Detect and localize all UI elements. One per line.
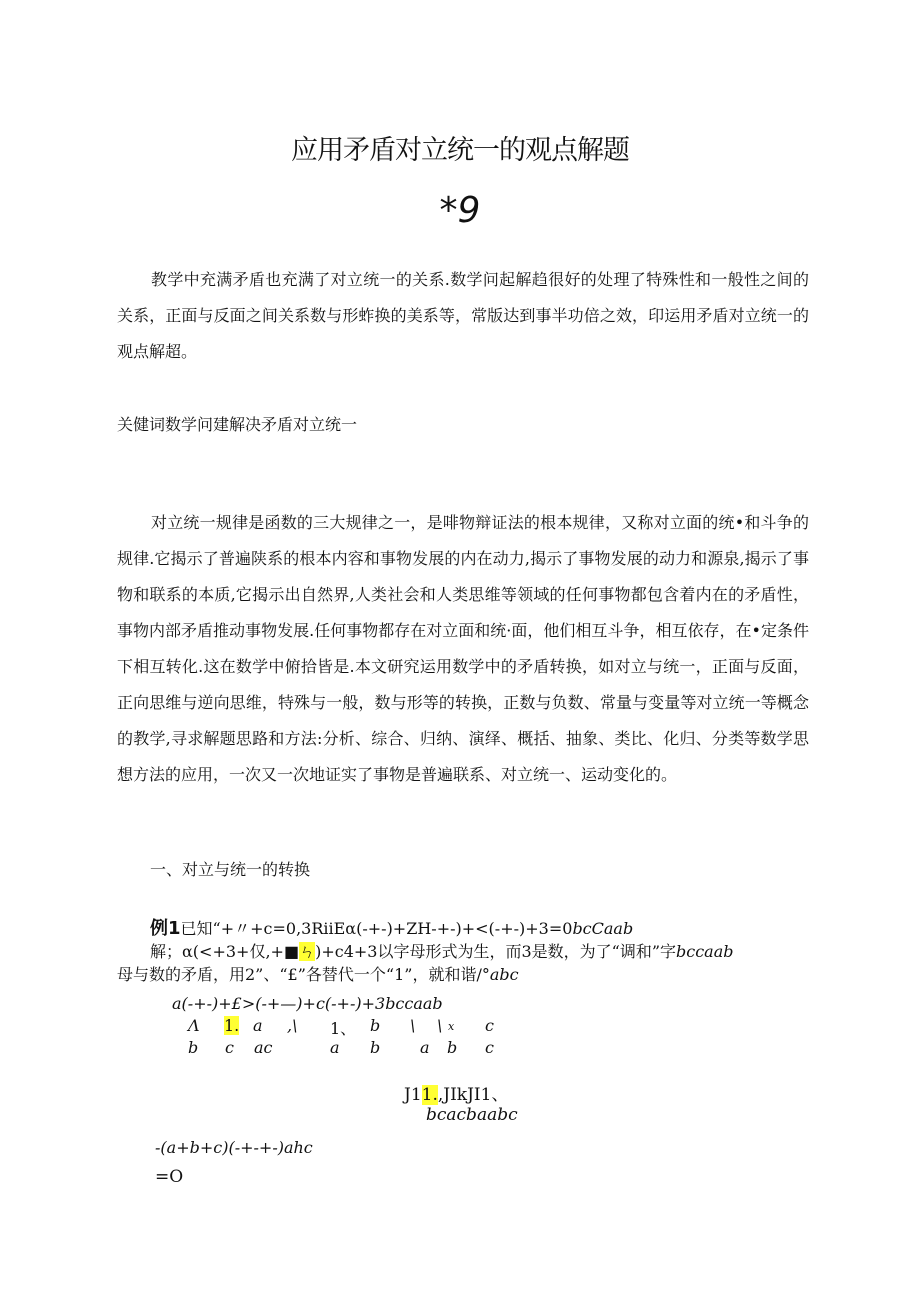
math-row-2i: x (448, 1020, 455, 1033)
section-heading: 一、对立与统一的转换 (150, 860, 311, 879)
math-row-3f: a (420, 1038, 430, 1057)
math-row-2g: \ (410, 1016, 416, 1035)
math-row-3g: b (447, 1038, 458, 1057)
document-subtitle: *9 (439, 190, 481, 231)
math-row-7: =O (155, 1167, 184, 1187)
math-row-1 (172, 994, 443, 1013)
math-row-5: bcacbaabc (426, 1105, 518, 1125)
keywords-line: 关健词数学问建解决矛盾对立统一 (117, 415, 358, 434)
math-row-3c: ac (254, 1038, 273, 1057)
example-line-1 (150, 914, 633, 940)
example-line-1-tail: bcCaab (572, 919, 634, 938)
math-row-6: -(a+b+c)(-+-+-)ahc (155, 1138, 313, 1157)
math-row-2c: a (253, 1016, 263, 1035)
math-row-2b: 1. (224, 1016, 240, 1035)
example-line-2 (150, 939, 734, 962)
document-title: 应用矛盾对立统一的观点解题 (291, 135, 629, 166)
example-line-2-highlight: ㄣ (299, 942, 316, 961)
body-paragraph: 对立统一规律是函数的三大规律之一，是啡物辩证法的根本规律，又称对立面的统•和斗争的规律.它揭示了普遍陕系的根本内容和事物发展的内在动力,揭示了事物发展的动力和源泉,揭示了事物和联系的本质,它揭示出自然界,人类社会和人类思维等领域的任何事物都包含着内在的矛盾性，事物内部矛盾推动事物发展.任何事物都存在对立面和统·面，他们相互斗争，相互依存，在•定条件下相互转化.这在数学中俯拾皆是.本文研究运用数学中的矛盾转换，如对立与统一，正面与反面，正向思维与逆向思维，特殊与一般，数与形等的转换，正数与负数、常量与变量等对立统一等概念的教学,寻求解题思路和方法:分析、综合、归纳、演绎、概括、抽象、类比、化归、分类等数学思想方法的应用，一次又一次地证实了事物是普遍联系、对立统一、运动变化的。 (117, 513, 809, 784)
math-row-4-pre: J1 (404, 1085, 422, 1105)
math-row-2h: \ (437, 1016, 443, 1035)
example-line-1-text: 已知“+〃+c=0,3RiiEα(-+-)+ZH-+-)+<(-+-)+3=0 (180, 919, 573, 938)
math-row-2j: c (485, 1016, 494, 1035)
example-line-2-box: ■ (283, 942, 300, 961)
example-line-2-pre: 解；α(<+3+仅,+ (150, 942, 284, 961)
math-row-2a: Λ (188, 1016, 200, 1035)
math-row-2f: b (370, 1016, 381, 1035)
math-row-3a: b (188, 1038, 199, 1057)
example-label: 例1 (150, 918, 181, 939)
example-line-2-post: )+c4+3以字母形式为生，而3是数，为了“调和”字 (315, 942, 677, 961)
math-row-2d: ,\ (287, 1016, 298, 1035)
math-row-3b: c (225, 1038, 234, 1057)
math-row-1-tail: bccaab (385, 994, 443, 1013)
example-line-3-text: 母与数的矛盾，用2”、“£”各替代一个“1”，就和谐/° (117, 965, 490, 984)
math-row-4 (404, 1080, 508, 1105)
math-row-3e: b (370, 1038, 381, 1057)
example-line-3-tail: abc (489, 965, 519, 984)
example-line-2-tail: bccaab (676, 942, 734, 961)
math-row-1-expr: a(-+-)+£>(-+—)+c(-+-)+3 (172, 994, 386, 1013)
math-row-3h: c (485, 1038, 494, 1057)
abstract-paragraph: 教学中充满矛盾也充满了对立统一的关系.数学问起解趋很好的处理了特殊性和一般性之间的关系，正面与反面之间关系数与形蚱换的美系等，常版达到事半功倍之效，印运用矛盾对立统一的观点解超。 (117, 270, 809, 361)
example-line-3 (117, 962, 519, 985)
math-row-2e: 1、 (330, 1019, 357, 1038)
math-row-4-highlight: 1. (421, 1085, 438, 1105)
math-row-3d: a (330, 1038, 340, 1057)
math-row-4-post: ,JIkJI1、 (437, 1085, 509, 1105)
